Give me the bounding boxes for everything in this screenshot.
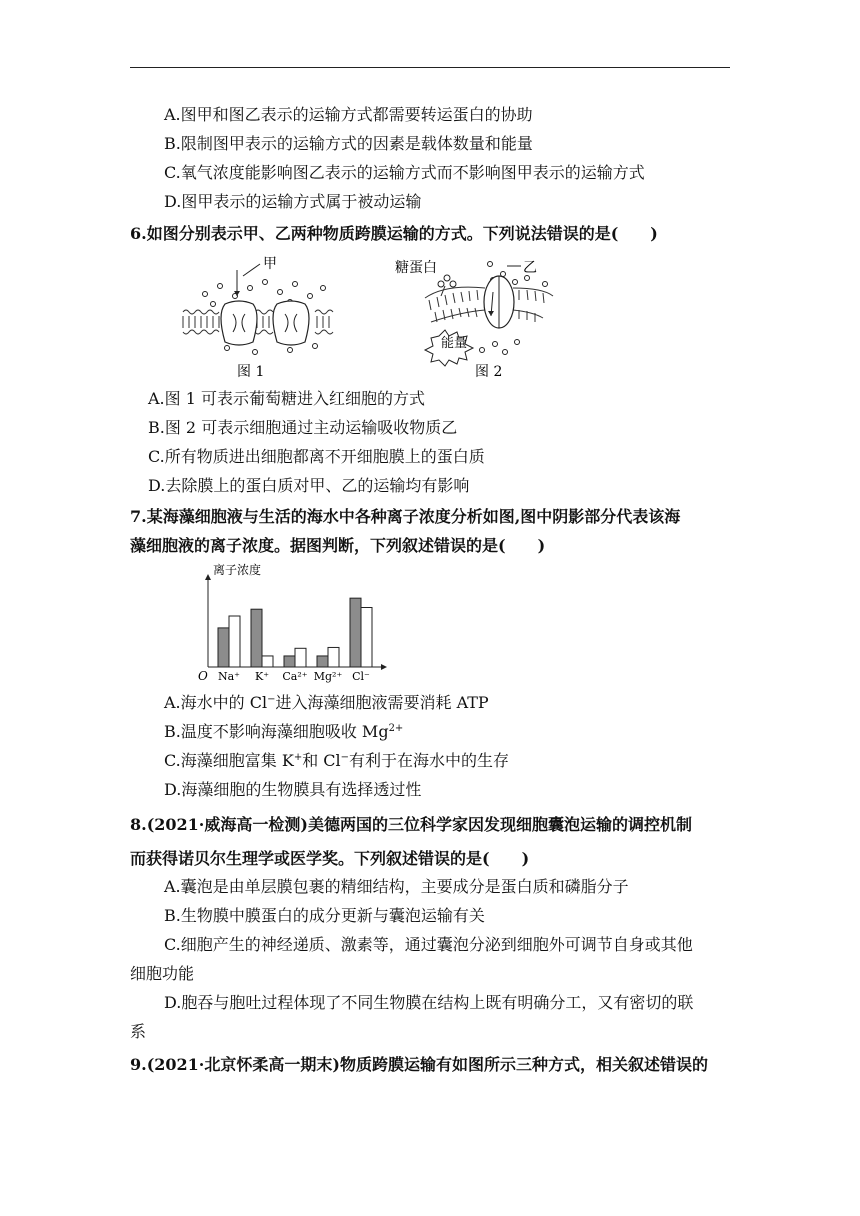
chart-bar-2-series-1: [295, 648, 306, 667]
q8-option-a: A.囊泡是由单层膜包裹的精细结构，主要成分是蛋白质和磷脂分子: [164, 877, 629, 896]
chart-tick-label: K⁺: [254, 670, 270, 683]
q5-option-c: C.氧气浓度能影响图乙表示的运输方式而不影响图甲表示的运输方式: [164, 163, 645, 182]
q8-option-d-line-1: D.胞吞与胞吐过程体现了不同生物膜在结构上既有明确分工，又有密切的联: [164, 993, 694, 1012]
chart-bar-1-series-0: [251, 609, 262, 667]
q7-option-c-text-2: 和 Cl: [302, 751, 341, 770]
chart-bar-2-series-0: [284, 656, 295, 667]
q7-option-c-text-3: 有利于在海水中的生存: [349, 751, 510, 770]
q6-figure-1: [175, 252, 345, 382]
q7-option-b-text: B.温度不影响海藻细胞吸收 Mg: [164, 722, 389, 741]
header-rule: [130, 67, 730, 68]
chart-tick-label: Cl⁻: [352, 670, 370, 683]
q6-figure-label-jia: 甲: [263, 256, 277, 272]
chart-tick-label: Na⁺: [218, 670, 240, 683]
q7-ion-chart: [195, 560, 395, 685]
chart-tick-label: Ca²⁺: [282, 670, 308, 683]
q6-figure-2: [395, 252, 570, 382]
q8-source: 威海高一检测: [204, 815, 301, 834]
chart-bar-3-series-0: [317, 656, 328, 667]
chart-bar-0-series-1: [229, 616, 240, 667]
q9-stem-prefix: 9.(2021·: [130, 1055, 205, 1074]
q6-option-d: D.去除膜上的蛋白质对甲、乙的运输均有影响: [148, 476, 470, 495]
q7-option-a-sup: −: [267, 694, 276, 705]
q7-option-d: D.海藻细胞的生物膜具有选择透过性: [164, 780, 422, 799]
chart-tick-label: Mg²⁺: [313, 670, 343, 683]
q8-option-b: B.生物膜中膜蛋白的成分更新与囊泡运输有关: [164, 906, 485, 925]
q9-source: 北京怀柔高一期末: [204, 1055, 333, 1074]
q6-option-b: B.图 2 可表示细胞通过主动运输吸收物质乙: [148, 418, 458, 437]
q8-option-c-line-2: 细胞功能: [130, 964, 195, 983]
q5-option-d: D.图甲表示的运输方式属于被动运输: [164, 192, 422, 211]
q8-stem-text: )美德两国的三位科学家因发现细胞囊泡运输的调控机制: [300, 815, 692, 834]
q9-stem-text: )物质跨膜运输有如图所示三种方式，相关叙述错误的: [332, 1055, 708, 1074]
q7-option-c-sup-2: −: [340, 752, 350, 763]
q8-stem-line-2: 而获得诺贝尔生理学或医学奖。下列叙述错误的是( ): [130, 849, 530, 868]
chart-bar-0-series-0: [218, 628, 229, 667]
q6-figure-label-glycoprotein: 糖蛋白: [395, 260, 437, 276]
q7-stem-line-1: 7.某海藻细胞液与生活的海水中各种离子浓度分析如图,图中阴影部分代表该海: [130, 507, 681, 526]
q6-figure-caption-2: 图 2: [475, 364, 503, 380]
q7-option-b-sup: 2+: [388, 723, 404, 734]
q9-stem-line-1: [130, 1055, 708, 1075]
chart-bar-3-series-1: [328, 647, 339, 667]
q6-option-c: C.所有物质进出细胞都离不开细胞膜上的蛋白质: [148, 447, 485, 466]
q5-option-a: A.图甲和图乙表示的运输方式都需要转运蛋白的协助: [164, 105, 533, 124]
q7-option-a-text-2: 进入海藻细胞液需要消耗 ATP: [275, 693, 489, 712]
q8-stem-prefix: 8.(2021·: [130, 815, 205, 834]
q7-option-c-text: C.海藻细胞富集 K: [164, 751, 294, 770]
q5-option-b: B.限制图甲表示的运输方式的因素是载体数量和能量: [164, 134, 533, 153]
chart-x-axis-arrow: [381, 664, 387, 670]
q7-stem-line-2: 藻细胞液的离子浓度。据图判断，下列叙述错误的是( ): [130, 536, 546, 555]
chart-ylabel: 离子浓度: [213, 563, 262, 577]
chart-y-axis-arrow: [205, 574, 211, 580]
q8-option-d-line-2: 系: [130, 1022, 147, 1041]
chart-bar-4-series-1: [361, 608, 372, 668]
q6-stem: 6.如图分别表示甲、乙两种物质跨膜运输的方式。下列说法错误的是( ): [130, 224, 658, 243]
q8-option-c-line-1: C.细胞产生的神经递质、激素等，通过囊泡分泌到细胞外可调节自身或其他: [164, 935, 693, 954]
q7-option-a-text: A.海水中的 Cl: [164, 693, 268, 712]
chart-bar-1-series-1: [262, 656, 273, 667]
q6-figure-caption-1: 图 1: [237, 364, 265, 380]
q7-option-c: [164, 751, 509, 771]
q7-option-a: [164, 693, 489, 713]
q6-figure-label-yi: 乙: [523, 260, 537, 276]
q7-option-b: [164, 722, 403, 742]
q7-option-c-sup-1: +: [293, 752, 303, 763]
q6-figure-label-energy: 能量: [441, 336, 468, 351]
q8-stem-line-1: [130, 815, 692, 835]
chart-bar-4-series-0: [350, 598, 361, 667]
chart-origin-label: O: [198, 669, 208, 683]
q6-option-a: A.图 1 可表示葡萄糖进入红细胞的方式: [148, 389, 425, 408]
